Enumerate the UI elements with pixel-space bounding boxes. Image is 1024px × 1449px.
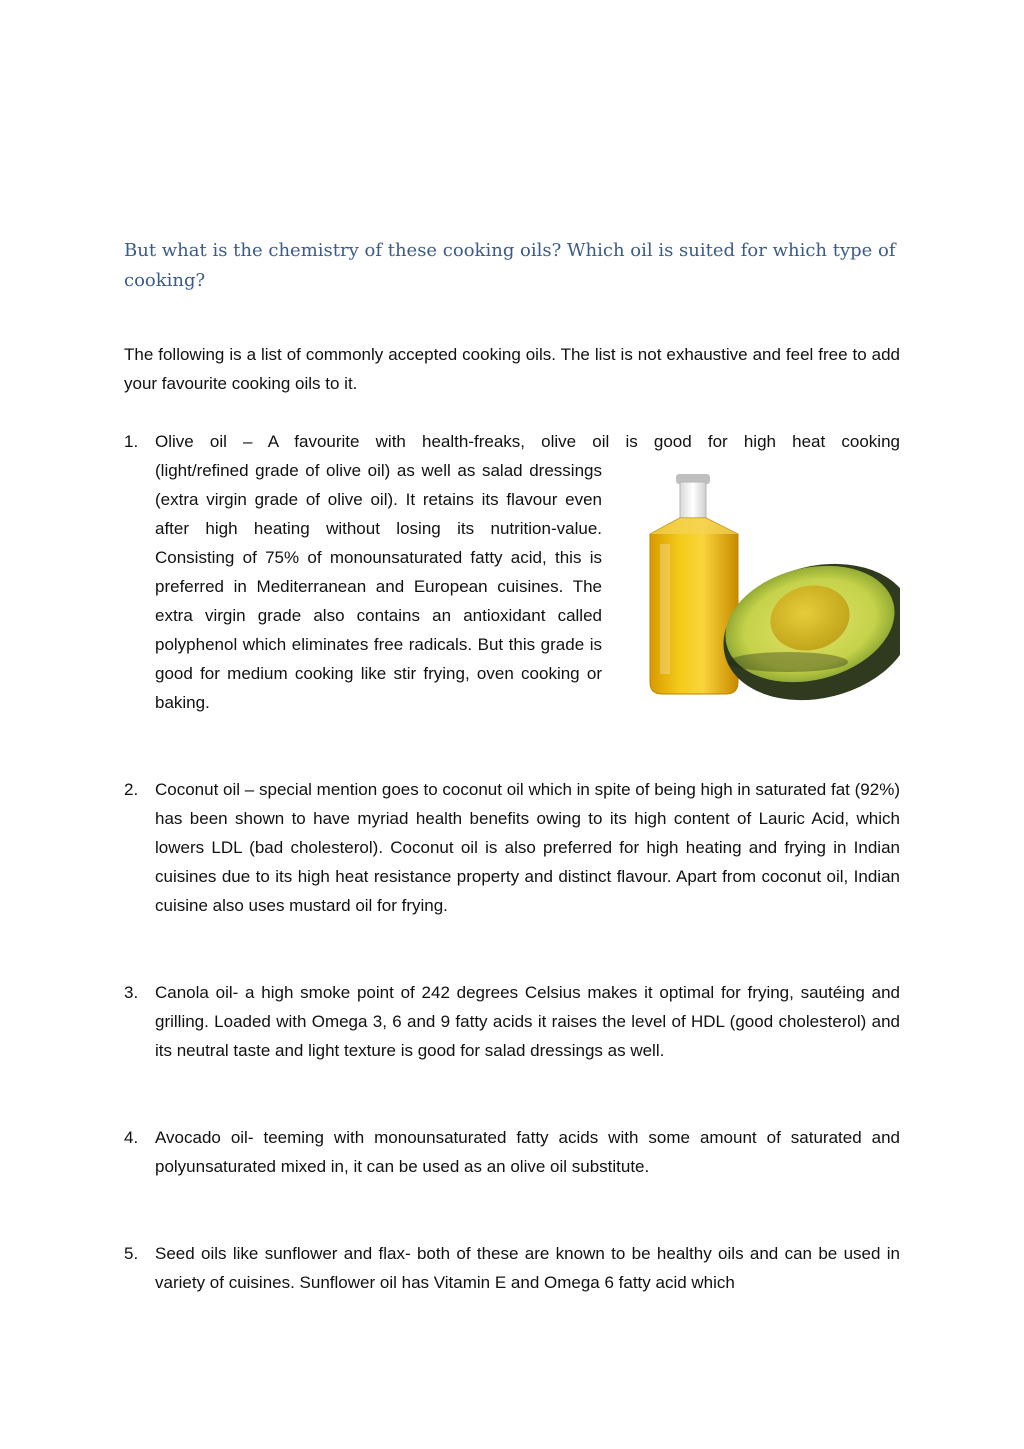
list-number: 3. <box>124 983 139 1002</box>
list-item-canola-oil <box>124 978 900 1065</box>
list-item-text: Canola oil- a high smoke point of 242 degrees Celsius makes it optimal for frying, sautéing and grilling. Loaded with Omega 3, 6 and 9 fatty acids it raises the level of HDL (good cholesterol) and its neutral taste and light texture is good for salad dressings as well. <box>155 983 900 1060</box>
intro-paragraph: The following is a list of commonly accepted cooking oils. The list is not exhaustive and feel free to add your favourite cooking oils to it. <box>124 345 900 393</box>
bottle-neck <box>680 482 706 520</box>
list-item-text: Avocado oil- teeming with monounsaturated fatty acids with some amount of saturated and polyunsaturated mixed in, it can be used as an olive oil substitute. <box>155 1128 900 1176</box>
list-item-coconut-oil <box>124 775 900 920</box>
list-number: 2. <box>124 780 139 799</box>
olive-oil-avocado-image <box>622 472 900 704</box>
list-number: 4. <box>124 1128 139 1147</box>
list-item-text: (light/refined grade of olive oil) as well as salad dressings (extra virgin grade of olive oil). It retains its flavour even after high heating without losing its nutrition-value. Consisting of 75% of monounsaturated fatty acid, this is preferred in Mediterranean and European cuisines. The extra virgin grade also contains an antioxidant called polyphenol which eliminates free radicals. But this grade is good for medium cooking like stir frying, oven cooking or baking. <box>155 461 602 712</box>
list-item-avocado-oil <box>124 1123 900 1181</box>
list-number: 1. <box>124 432 139 451</box>
list-item-seed-oils <box>124 1239 900 1297</box>
section-heading: But what is the chemistry of these cooking oils? Which oil is suited for which type of cooking? <box>124 240 896 291</box>
list-item-text: Seed oils like sunflower and flax- both of these are known to be healthy oils and can be used in variety of cuisines. Sunflower oil has Vitamin E and Omega 6 fatty acid which <box>155 1244 900 1292</box>
list-number: 5. <box>124 1244 139 1263</box>
list-item-first-line: Olive oil – A favourite with health-freaks, olive oil is good for high heat cooking <box>155 432 900 451</box>
list-item-text: Coconut oil – special mention goes to coconut oil which in spite of being high in saturated fat (92%) has been shown to have myriad health benefits owing to its high content of Lauric Acid, which lowers LDL (bad cholesterol). Coconut oil is also preferred for high heating and frying in Indian cuisines due to its high heat resistance property and distinct flavour. Apart from coconut oil, Indian cuisine also uses mustard oil for frying. <box>155 780 900 915</box>
